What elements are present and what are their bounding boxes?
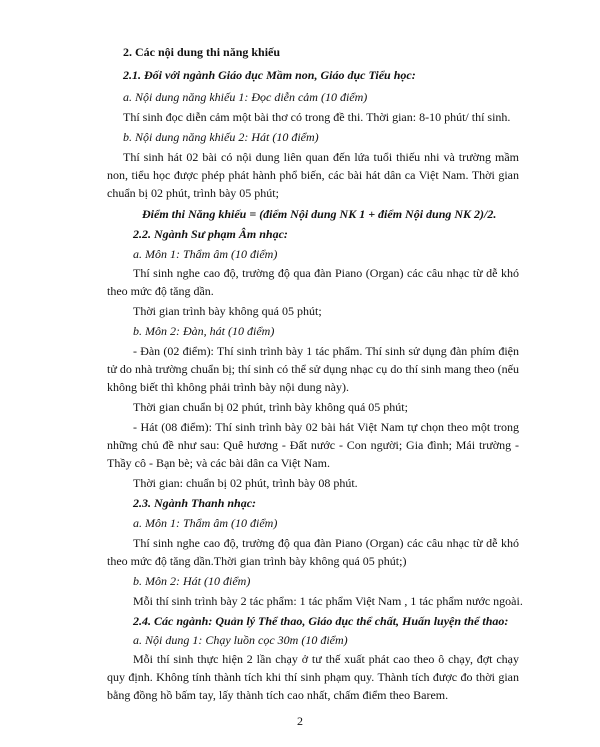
s22-dan-1: - Đàn (02 điểm): Thí sinh trình bày 1 tác phẩm. Thí sinh sử dụng đàn phím điện <box>133 344 519 358</box>
s24-n1-text-1: Mỗi thí sinh thực hiện 2 lần chạy ở tư thế xuất phát cao theo ô chạy, đợt chạy <box>133 652 519 666</box>
s21-a-text: Thí sinh đọc diễn cảm một bài thơ có trong đề thi. Thời gian: 8-10 phút/ thí sinh. <box>123 110 511 124</box>
s23-m1-title: a. Môn 1: Thẩm âm (10 điểm) <box>133 516 278 530</box>
s22-m1-text-3: Thời gian trình bày không quá 05 phút; <box>133 304 322 318</box>
s24-n1-text-2: quy định. Không tính thành tích khi thí sinh phạm quy. Thành tích được đo thời gian <box>107 670 519 684</box>
s21-b-text-3: chuẩn bị 02 phút, trình bày 05 phút; <box>107 186 279 200</box>
s23-m1-text-1: Thí sinh nghe cao độ, trường độ qua đàn Piano (Organ) các câu nhạc từ dễ khó <box>133 536 519 550</box>
s22-m1-text-1: Thí sinh nghe cao độ, trường độ qua đàn Piano (Organ) các câu nhạc từ dễ khó <box>133 266 519 280</box>
section-2-1-title: 2.1. Đối với ngành Giáo dục Mầm non, Giáo dục Tiểu học: <box>123 68 416 82</box>
s22-dan-time: Thời gian chuẩn bị 02 phút, trình bày không quá 05 phút; <box>133 400 408 414</box>
s21-b-text-2: non, tiểu học được phép phát hành phổ biến, các bài hát dân ca Việt Nam. Thời gian <box>107 168 519 182</box>
formula-line: Điểm thi Năng khiếu = (điểm Nội dung NK 1 + điểm Nội dung NK 2)/2. <box>142 207 497 221</box>
section-2-3-title: 2.3. Ngành Thanh nhạc: <box>133 496 257 510</box>
s23-m2-text: Mỗi thí sinh trình bày 2 tác phẩm: 1 tác phẩm Việt Nam , 1 tác phẩm nước ngoài. <box>133 594 523 608</box>
page-number: 2 <box>297 714 303 728</box>
section-heading: 2. Các nội dung thi năng khiếu <box>123 45 281 59</box>
s22-m1-title: a. Môn 1: Thẩm âm (10 điểm) <box>133 247 278 261</box>
section-2-4-title: 2.4. Các ngành: Quản lý Thể thao, Giáo dục thể chất, Huấn luyện thể thao: <box>133 614 509 628</box>
s21-b-text-1: Thí sinh hát 02 bài có nội dung liên quan đến lứa tuổi thiếu nhi và trường mầm <box>123 150 519 164</box>
s24-n1-title: a. Nội dung 1: Chạy luồn cọc 30m (10 điểm) <box>133 633 348 647</box>
s22-m1-text-2: theo mức độ tăng dần. <box>107 284 214 298</box>
s22-hat-1: - Hát (08 điểm): Thí sinh trình bày 02 bài hát Việt Nam tự chọn theo một trong <box>133 420 519 434</box>
s22-dan-3: không biết thì không phải trình bày nội dung này). <box>107 380 349 394</box>
s24-n1-text-3: bằng đồng hồ bấm tay, lấy thành tích cao nhất, chấm điểm theo Barem. <box>107 688 449 702</box>
s21-b-title: b. Nội dung năng khiếu 2: Hát (10 điểm) <box>123 130 319 144</box>
s22-hat-2: những chủ đề như sau: Quê hương - Đất nước - Con người; Gia đình; Mái trường - <box>107 438 519 452</box>
s22-m2-title: b. Môn 2: Đàn, hát (10 điểm) <box>133 324 275 338</box>
section-2-2-title: 2.2. Ngành Sư phạm Âm nhạc: <box>133 227 288 241</box>
s22-hat-time: Thời gian: chuẩn bị 02 phút, trình bày 08 phút. <box>133 476 358 490</box>
s22-hat-3: Thầy cô - Bạn bè; và các bài dân ca Việt Nam. <box>107 456 330 470</box>
s21-a-title: a. Nội dung năng khiếu 1: Đọc diễn cảm (10 điểm) <box>123 90 368 104</box>
s22-dan-2: tử do nhà trường chuẩn bị; thí sinh có thể sử dụng nhạc cụ do thí sinh mang theo (nếu <box>107 362 519 376</box>
s23-m2-title: b. Môn 2: Hát (10 điểm) <box>133 574 251 588</box>
s23-m1-text-2: theo mức độ tăng dần.Thời gian trình bày không quá 05 phút;) <box>107 554 407 568</box>
